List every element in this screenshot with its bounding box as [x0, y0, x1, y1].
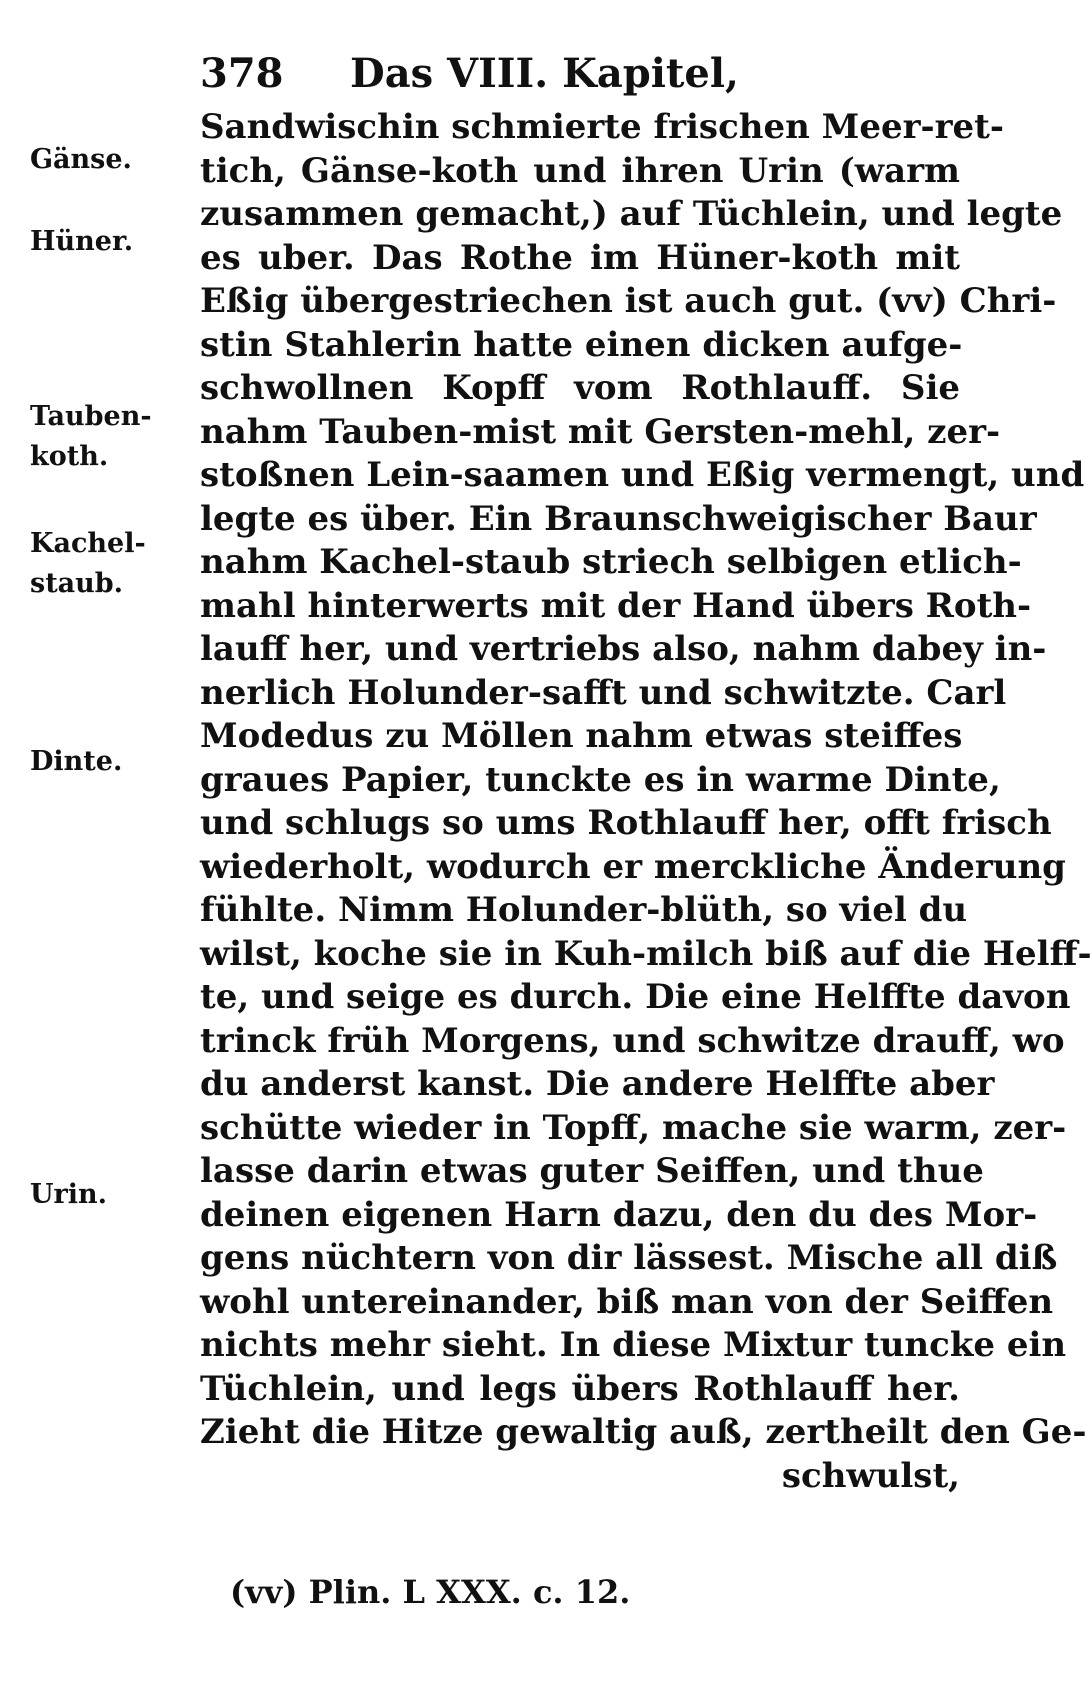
text-line: du anderst kanst. Die andere Helffte aber: [200, 1064, 995, 1104]
text-line: nahm Kachel-staub striech selbigen etlich-: [200, 542, 1022, 582]
text-line: mahl hinterwerts mit der Hand übers Roth-: [200, 585, 1032, 626]
text-line: zusammen gemacht,) auf Tüchlein, und legte: [200, 194, 1063, 234]
text-line: nerlich Holunder-safft und schwitzte. Carl: [200, 672, 1007, 713]
margin-notes: [0, 0, 180, 1681]
text-line: Zieht die Hitze gewaltig auß, zertheilt den Ge-: [200, 1412, 1087, 1452]
margin-note: Dinte.: [30, 746, 123, 777]
margin-note: Tauben-: [30, 401, 152, 432]
text-line: te, und seige es durch. Die eine Helffte davon: [200, 977, 1071, 1017]
text-line: tich, Gänse-koth und ihren Urin (warm: [200, 150, 960, 191]
margin-note: Kachel-: [30, 528, 146, 559]
text-line: trinck früh Morgens, und schwitze drauff, wo: [200, 1020, 1065, 1061]
text-line: nahm Tauben-mist mit Gersten-mehl, zer-: [200, 411, 1001, 452]
margin-note: staub.: [30, 568, 124, 599]
footnote: (vv) Plin. L XXX. c. 12.: [230, 1573, 631, 1611]
text-line: nichts mehr sieht. In diese Mixtur tuncke ein: [200, 1325, 1067, 1365]
page-header: [200, 44, 920, 104]
body-text: [200, 106, 1092, 1498]
text-line: legte es über. Ein Braunschweigischer Baur: [200, 498, 1037, 539]
margin-note: Gänse.: [30, 144, 132, 175]
text-line: Sandwischin schmierte frischen Meer-ret-: [200, 107, 1004, 147]
text-line: gens nüchtern von dir lässest. Mische all diß: [200, 1238, 1058, 1278]
text-line: schütte wieder in Topff, mache sie warm, zer-: [200, 1107, 1067, 1148]
text-line: stin Stahlerin hatte einen dicken aufge-: [200, 324, 963, 365]
text-line: fühlte. Nimm Holunder-blüth, so viel du: [200, 890, 968, 930]
text-line: stoßnen Lein-saamen und Eßig vermengt, und: [200, 455, 1085, 495]
text-line: lasse darin etwas guter Seiffen, und thue: [200, 1151, 984, 1191]
text-line: wohl untereinander, biß man von der Seiffen: [200, 1281, 1054, 1322]
text-line: wilst, koche sie in Kuh-milch biß auf die Helff-: [200, 933, 1092, 974]
text-line: deinen eigenen Harn dazu, den du des Mor-: [200, 1194, 1038, 1235]
text-line: Eßig übergestriechen ist auch gut. (vv) Chri-: [200, 281, 1057, 321]
running-head: Das VIII. Kapitel,: [350, 50, 739, 97]
page-number: 378: [200, 50, 284, 97]
text-line: lauff her, und vertriebs also, nahm dabey in-: [200, 629, 1047, 669]
margin-note: Hüner.: [30, 226, 134, 257]
text-line: und schlugs so ums Rothlauff her, offt frisch: [200, 803, 1052, 843]
text-line: wiederholt, wodurch er merckliche Änderung: [200, 846, 1066, 887]
text-line: Tüchlein, und legs übers Rothlauff her.: [200, 1368, 960, 1409]
margin-note: Urin.: [30, 1179, 108, 1210]
margin-note: koth.: [30, 441, 109, 472]
text-line: schwulst,: [781, 1455, 960, 1496]
text-line: schwollnen Kopff vom Rothlauff. Sie: [200, 368, 960, 408]
text-line: graues Papier, tunckte es in warme Dinte,: [200, 759, 1001, 800]
text-line: Modedus zu Möllen nahm etwas steiffes: [200, 716, 963, 756]
text-line: es uber. Das Rothe im Hüner-koth mit: [200, 237, 960, 278]
